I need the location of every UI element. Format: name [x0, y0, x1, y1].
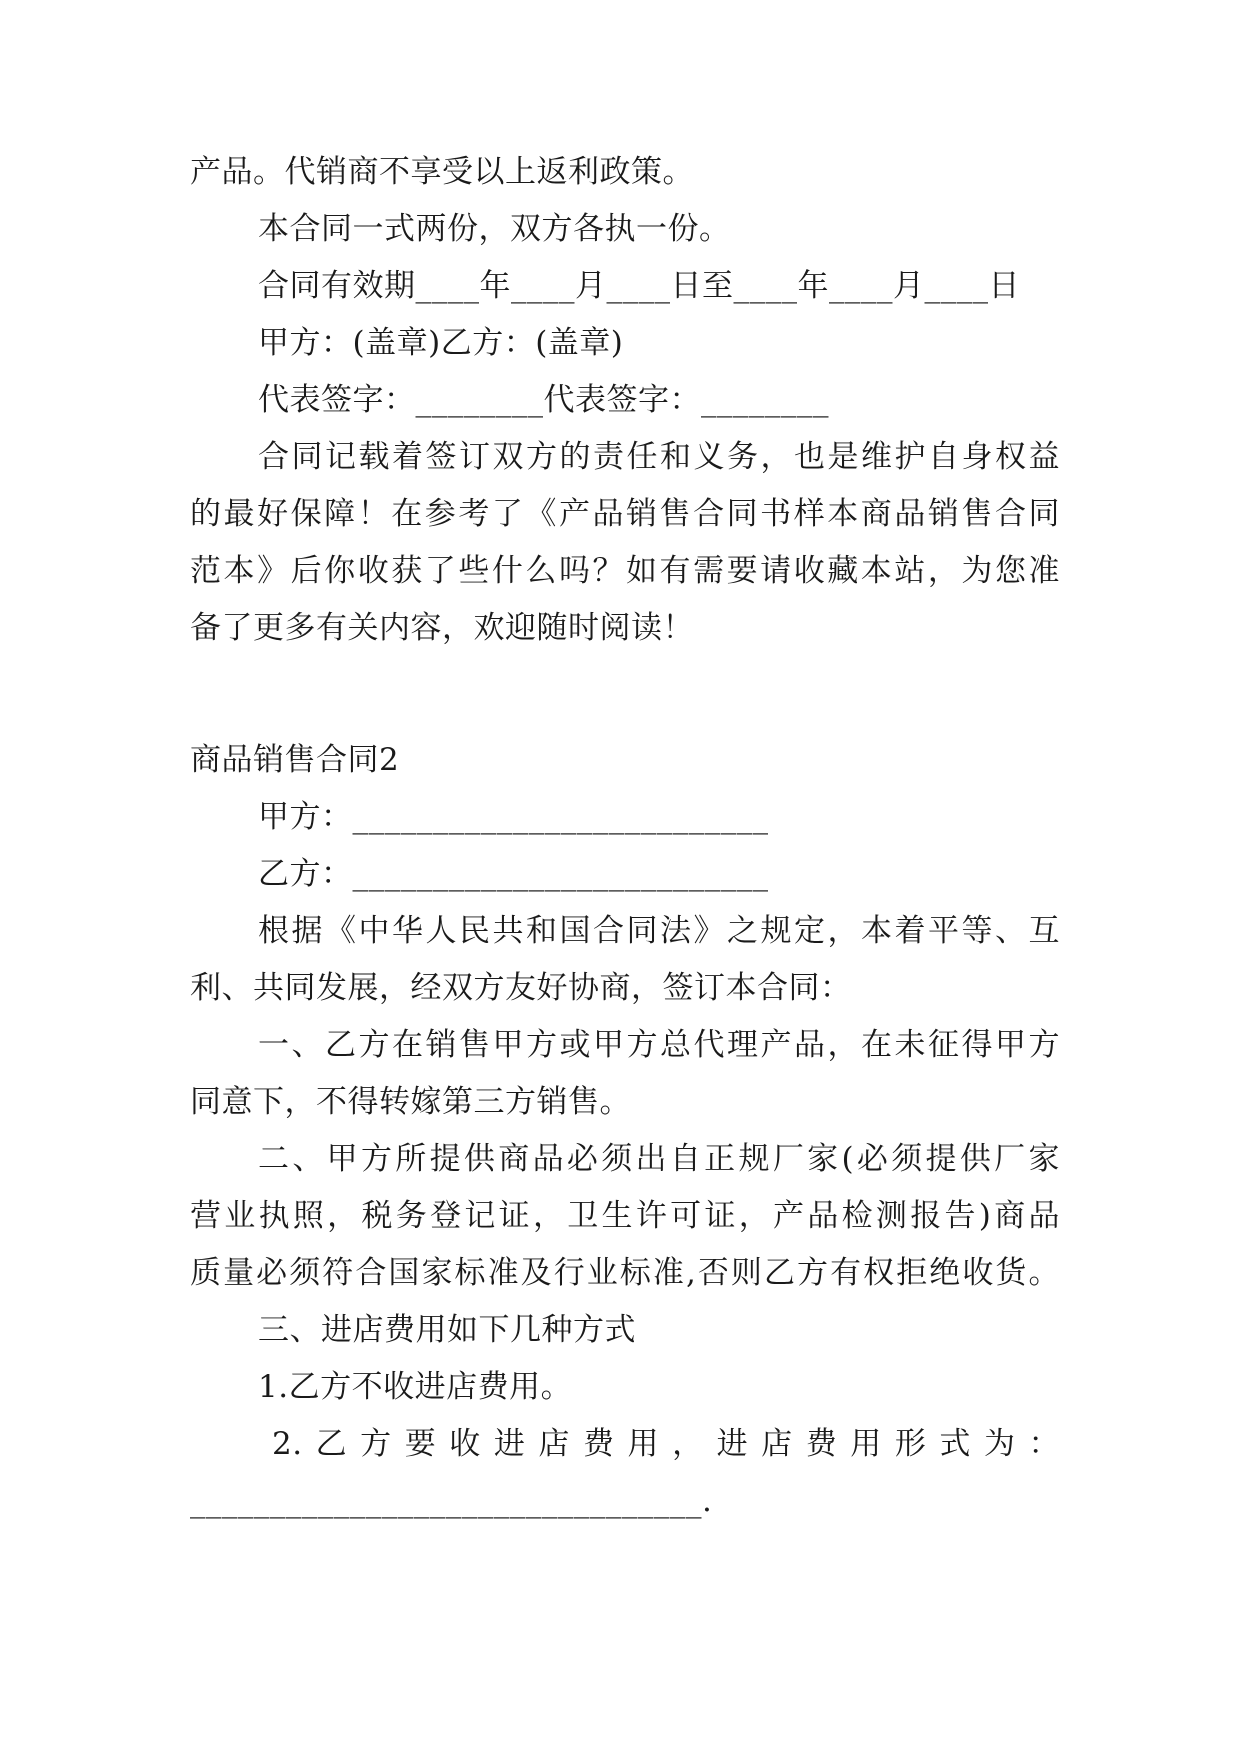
text-line: 的最好保障！在参考了《产品销售合同书样本商品销售合同 — [190, 496, 1060, 532]
text-line: 范本》后你收获了些什么吗？如有需要请收藏本站，为您准 — [190, 553, 1060, 589]
text-line: 产品。代销商不享受以上返利政策。 — [190, 154, 694, 190]
text-line: 1.乙方不收进店费用。 — [258, 1369, 573, 1405]
text-line: 备了更多有关内容，欢迎随时阅读！ — [190, 610, 694, 646]
text-line: 一、乙方在销售甲方或甲方总代理产品，在未征得甲方 — [258, 1027, 1060, 1063]
text-line: 营业执照，税务登记证，卫生许可证，产品检测报告)商品 — [190, 1198, 1060, 1234]
text-line: 2.乙方要收进店费用，进店费用形式为： — [272, 1426, 1060, 1462]
text-line: 二、甲方所提供商品必须出自正规厂家(必须提供厂家 — [258, 1141, 1060, 1177]
text-line: 本合同一式两份，双方各执一份。 — [258, 211, 731, 247]
text-line: 三、进店费用如下几种方式 — [258, 1312, 636, 1348]
text-line: 代表签字：________代表签字：________ — [258, 382, 829, 418]
text-line: 合同记载着签订双方的责任和义务，也是维护自身权益 — [258, 439, 1060, 475]
section-heading: 商品销售合同2 — [190, 742, 400, 778]
party-b-field: 乙方：__________________________ — [258, 856, 769, 892]
text-line: 甲方：(盖章)乙方：(盖章) — [258, 325, 624, 361]
text-line: 合同有效期____年____月____日至____年____月____日 — [258, 268, 1020, 304]
text-line: 质量必须符合国家标准及行业标准,否则乙方有权拒绝收货。 — [190, 1255, 1060, 1291]
party-a-field: 甲方：__________________________ — [258, 799, 769, 835]
fee-form-field: ________________________________. — [190, 1483, 713, 1519]
text-line: 同意下，不得转嫁第三方销售。 — [190, 1084, 631, 1120]
text-line: 利、共同发展，经双方友好协商，签订本合同： — [190, 970, 852, 1006]
text-line: 根据《中华人民共和国合同法》之规定，本着平等、互 — [258, 913, 1060, 949]
